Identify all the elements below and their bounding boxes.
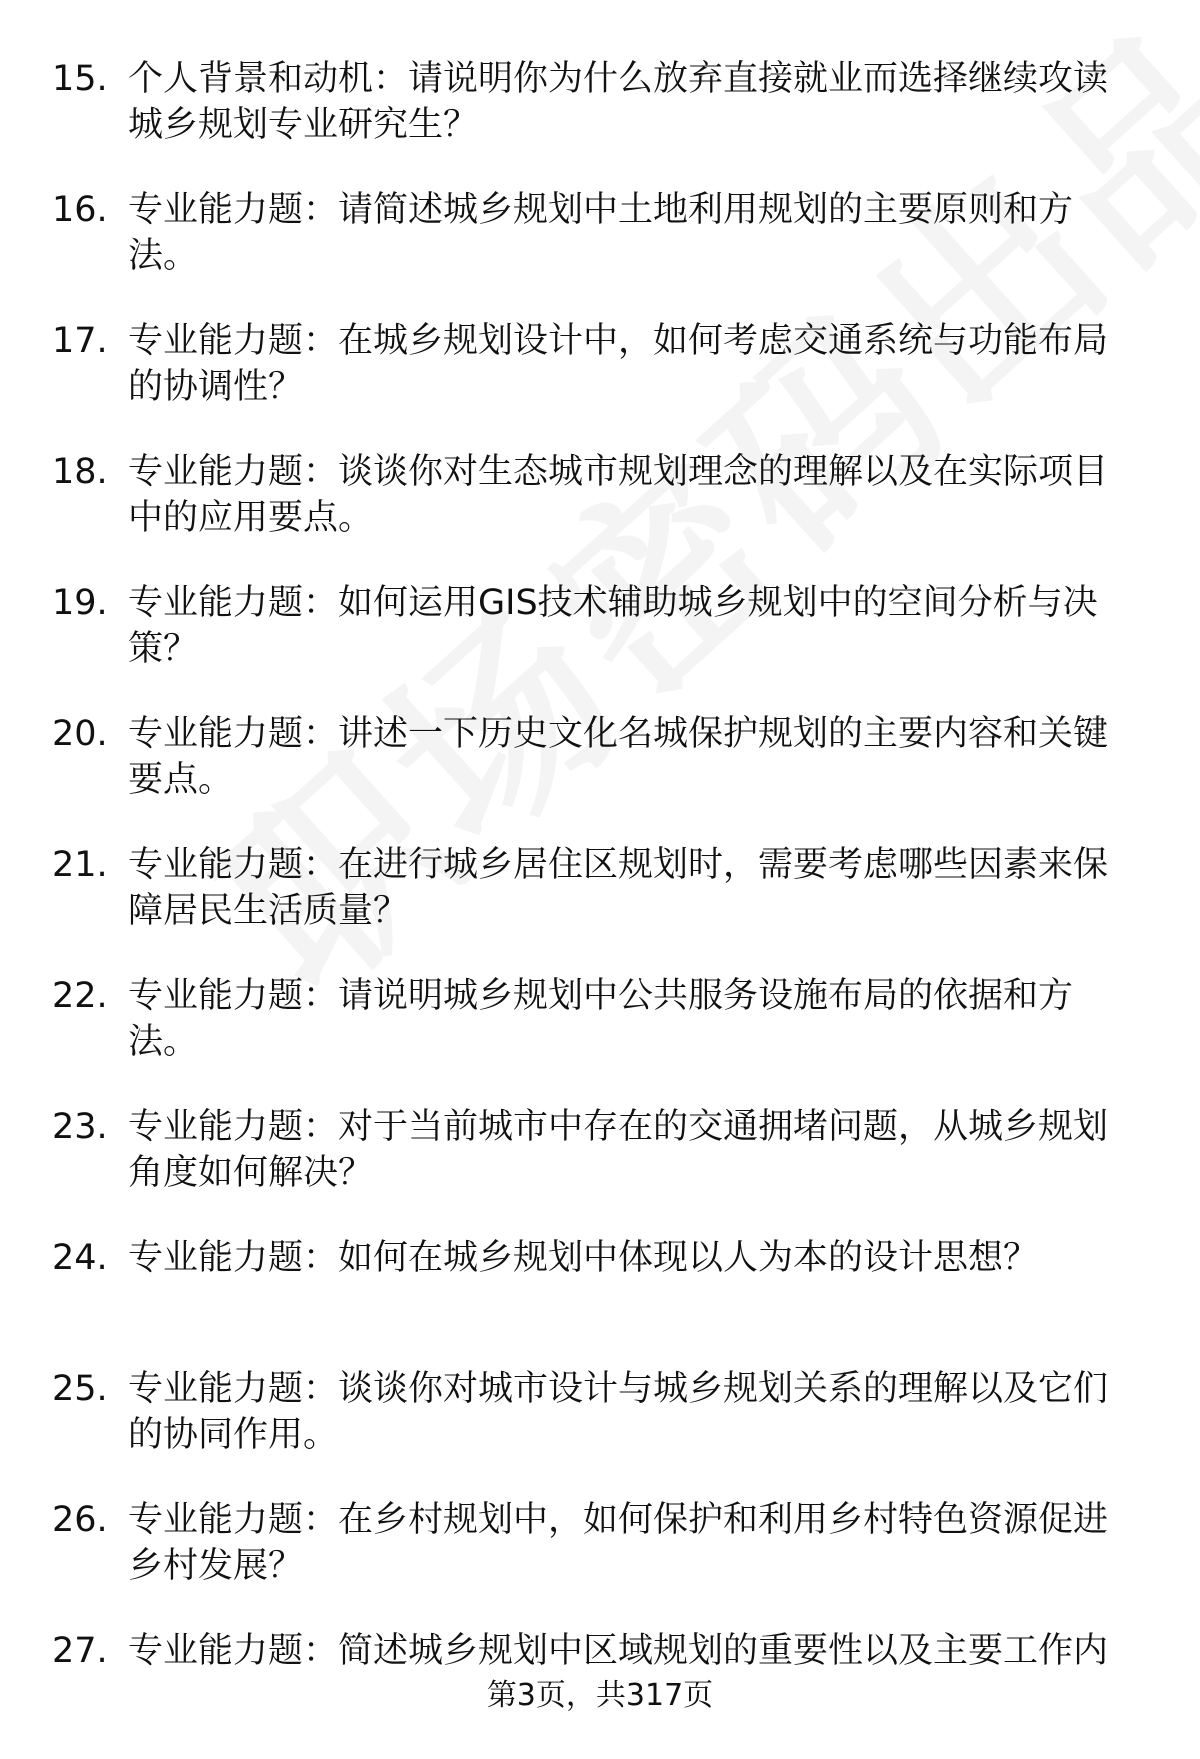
question-number: 17. (52, 321, 108, 361)
question-number: 25. (52, 1369, 108, 1409)
question-text: 专业能力题：如何运用GIS技术辅助城乡规划中的空间分析与决策？ (128, 583, 1098, 669)
question-number: 18. (52, 452, 108, 492)
question-number: 15. (52, 59, 108, 99)
question-item (0, 449, 1200, 580)
question-item (0, 1366, 1200, 1497)
question-text: 专业能力题：请说明城乡规划中公共服务设施布局的依据和方法。 (128, 976, 1074, 1062)
question-text: 专业能力题：在乡村规划中，如何保护和利用乡村特色资源促进乡村发展？ (128, 1500, 1109, 1586)
question-text: 专业能力题：讲述一下历史文化名城保护规划的主要内容和关键要点。 (128, 714, 1109, 800)
question-number: 20. (52, 714, 108, 754)
question-item (0, 318, 1200, 449)
question-item (0, 973, 1200, 1104)
question-text: 专业能力题：谈谈你对生态城市规划理念的理解以及在实际项目中的应用要点。 (128, 452, 1109, 538)
question-number: 22. (52, 976, 108, 1016)
question-text: 专业能力题：对于当前城市中存在的交通拥堵问题，从城乡规划角度如何解决？ (128, 1107, 1109, 1193)
question-number: 16. (52, 190, 108, 230)
question-list (0, 56, 1200, 1759)
question-text: 专业能力题：简述城乡规划中区域规划的重要性以及主要工作内 (128, 1631, 1109, 1671)
question-text: 个人背景和动机：请说明你为什么放弃直接就业而选择继续攻读城乡规划专业研究生？ (128, 59, 1109, 145)
question-number: 27. (52, 1631, 108, 1671)
question-item (0, 56, 1200, 187)
question-number: 23. (52, 1107, 108, 1147)
question-text: 专业能力题：在进行城乡居住区规划时，需要考虑哪些因素来保障居民生活质量？ (128, 845, 1109, 931)
question-item (0, 580, 1200, 711)
question-number: 21. (52, 845, 108, 885)
question-number: 26. (52, 1500, 108, 1540)
question-text: 专业能力题：如何在城乡规划中体现以人为本的设计思想？ (128, 1238, 1039, 1278)
question-number: 24. (52, 1238, 108, 1278)
question-item (0, 1104, 1200, 1235)
question-item (0, 1497, 1200, 1628)
question-number: 19. (52, 583, 108, 623)
question-text: 专业能力题：谈谈你对城市设计与城乡规划关系的理解以及它们的协同作用。 (128, 1369, 1109, 1455)
page-indicator: 第3页，共317页 (486, 1678, 714, 1713)
question-item (0, 187, 1200, 318)
question-item (0, 1235, 1200, 1366)
question-text: 专业能力题：请简述城乡规划中土地利用规划的主要原则和方法。 (128, 190, 1074, 276)
question-item (0, 842, 1200, 973)
question-item (0, 711, 1200, 842)
question-text: 专业能力题：在城乡规划设计中，如何考虑交通系统与功能布局的协调性？ (128, 321, 1109, 407)
